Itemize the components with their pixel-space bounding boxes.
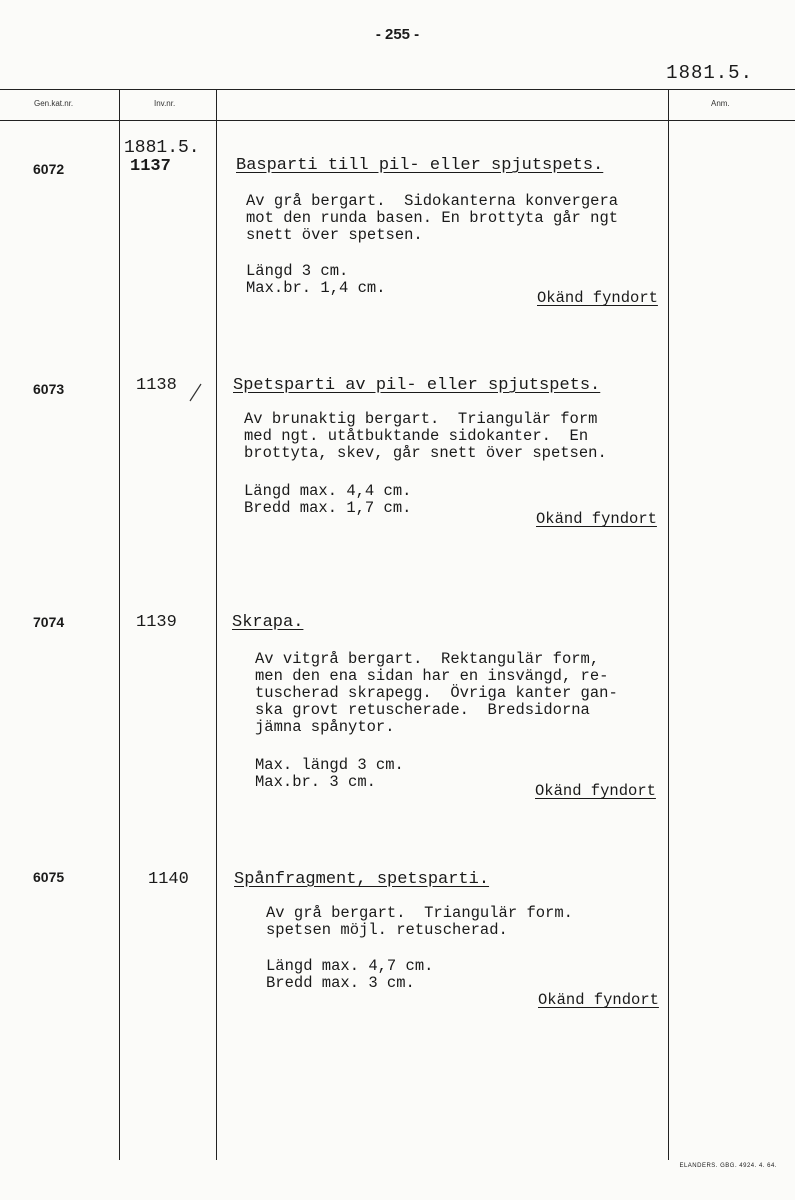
printer-imprint: ELANDERS. GBG. 4924. 4. 64. [679,1163,777,1169]
entry-find-location: Okänd fyndort [537,289,658,307]
entry-gen-number: 7074 [33,614,65,630]
entry-title: Basparti till pil- eller spjutspets. [236,156,604,175]
entry-gen-number: 6075 [33,869,65,885]
entry-inv-number: 1138 [136,376,177,395]
column-heading-inv-nr: Inv.nr. [154,99,176,108]
entry-inv-number: 1140 [148,870,189,889]
entry-inv-series: 1881.5. [124,138,200,158]
page-number: - 255 - [375,26,420,43]
column-divider-inv [119,89,120,1160]
series-number: 1881.5. [666,62,753,84]
entry-inv-number: 1137 [130,157,171,176]
entry-title: Spetsparti av pil- eller spjutspets. [233,376,601,395]
entry-measurements: Max. längd 3 cm. Max.br. 3 cm. [255,756,404,791]
entry-description: Av grå bergart. Sidokanterna konvergera mot den runda basen. En brottyta går ngt snett över spetsen. [246,192,619,244]
column-heading-anm: Anm. [711,99,730,108]
entry-measurements: Längd 3 cm. Max.br. 1,4 cm. [246,262,386,297]
entry-description: Av brunaktig bergart. Triangulär form med ngt. utåtbuktande sidokanter. En brottyta, skev, går snett över spetsen. [244,410,607,462]
entry-gen-number: 6073 [33,381,65,397]
column-divider-desc [216,89,217,1160]
entry-measurements: Längd max. 4,7 cm. Bredd max. 3 cm. [266,957,434,992]
entry-description: Av grå bergart. Triangulär form. spetsen möjl. retuscherad. [266,904,573,939]
entry-find-location: Okänd fyndort [536,510,657,528]
entry-title: Spånfragment, spetsparti. [234,870,490,889]
column-heading-gen-kat-nr: Gen.kat.nr. [34,99,74,108]
entry-gen-number: 6072 [33,161,65,177]
entry-inv-number: 1139 [136,613,177,632]
pen-mark-icon [186,382,204,404]
entry-find-location: Okänd fyndort [535,782,656,800]
entry-title: Skrapa. [232,613,304,632]
entry-find-location: Okänd fyndort [538,991,659,1009]
entry-description: Av vitgrå bergart. Rektangulär form, men den ena sidan har en insvängd, re- tuscherad skrapegg. Övriga kanter gan- ska grovt retuscherade. Bredsidorna jämna spånytor. [255,650,618,736]
entry-measurements: Längd max. 4,4 cm. Bredd max. 1,7 cm. [244,482,412,517]
column-divider-anm [668,89,669,1160]
